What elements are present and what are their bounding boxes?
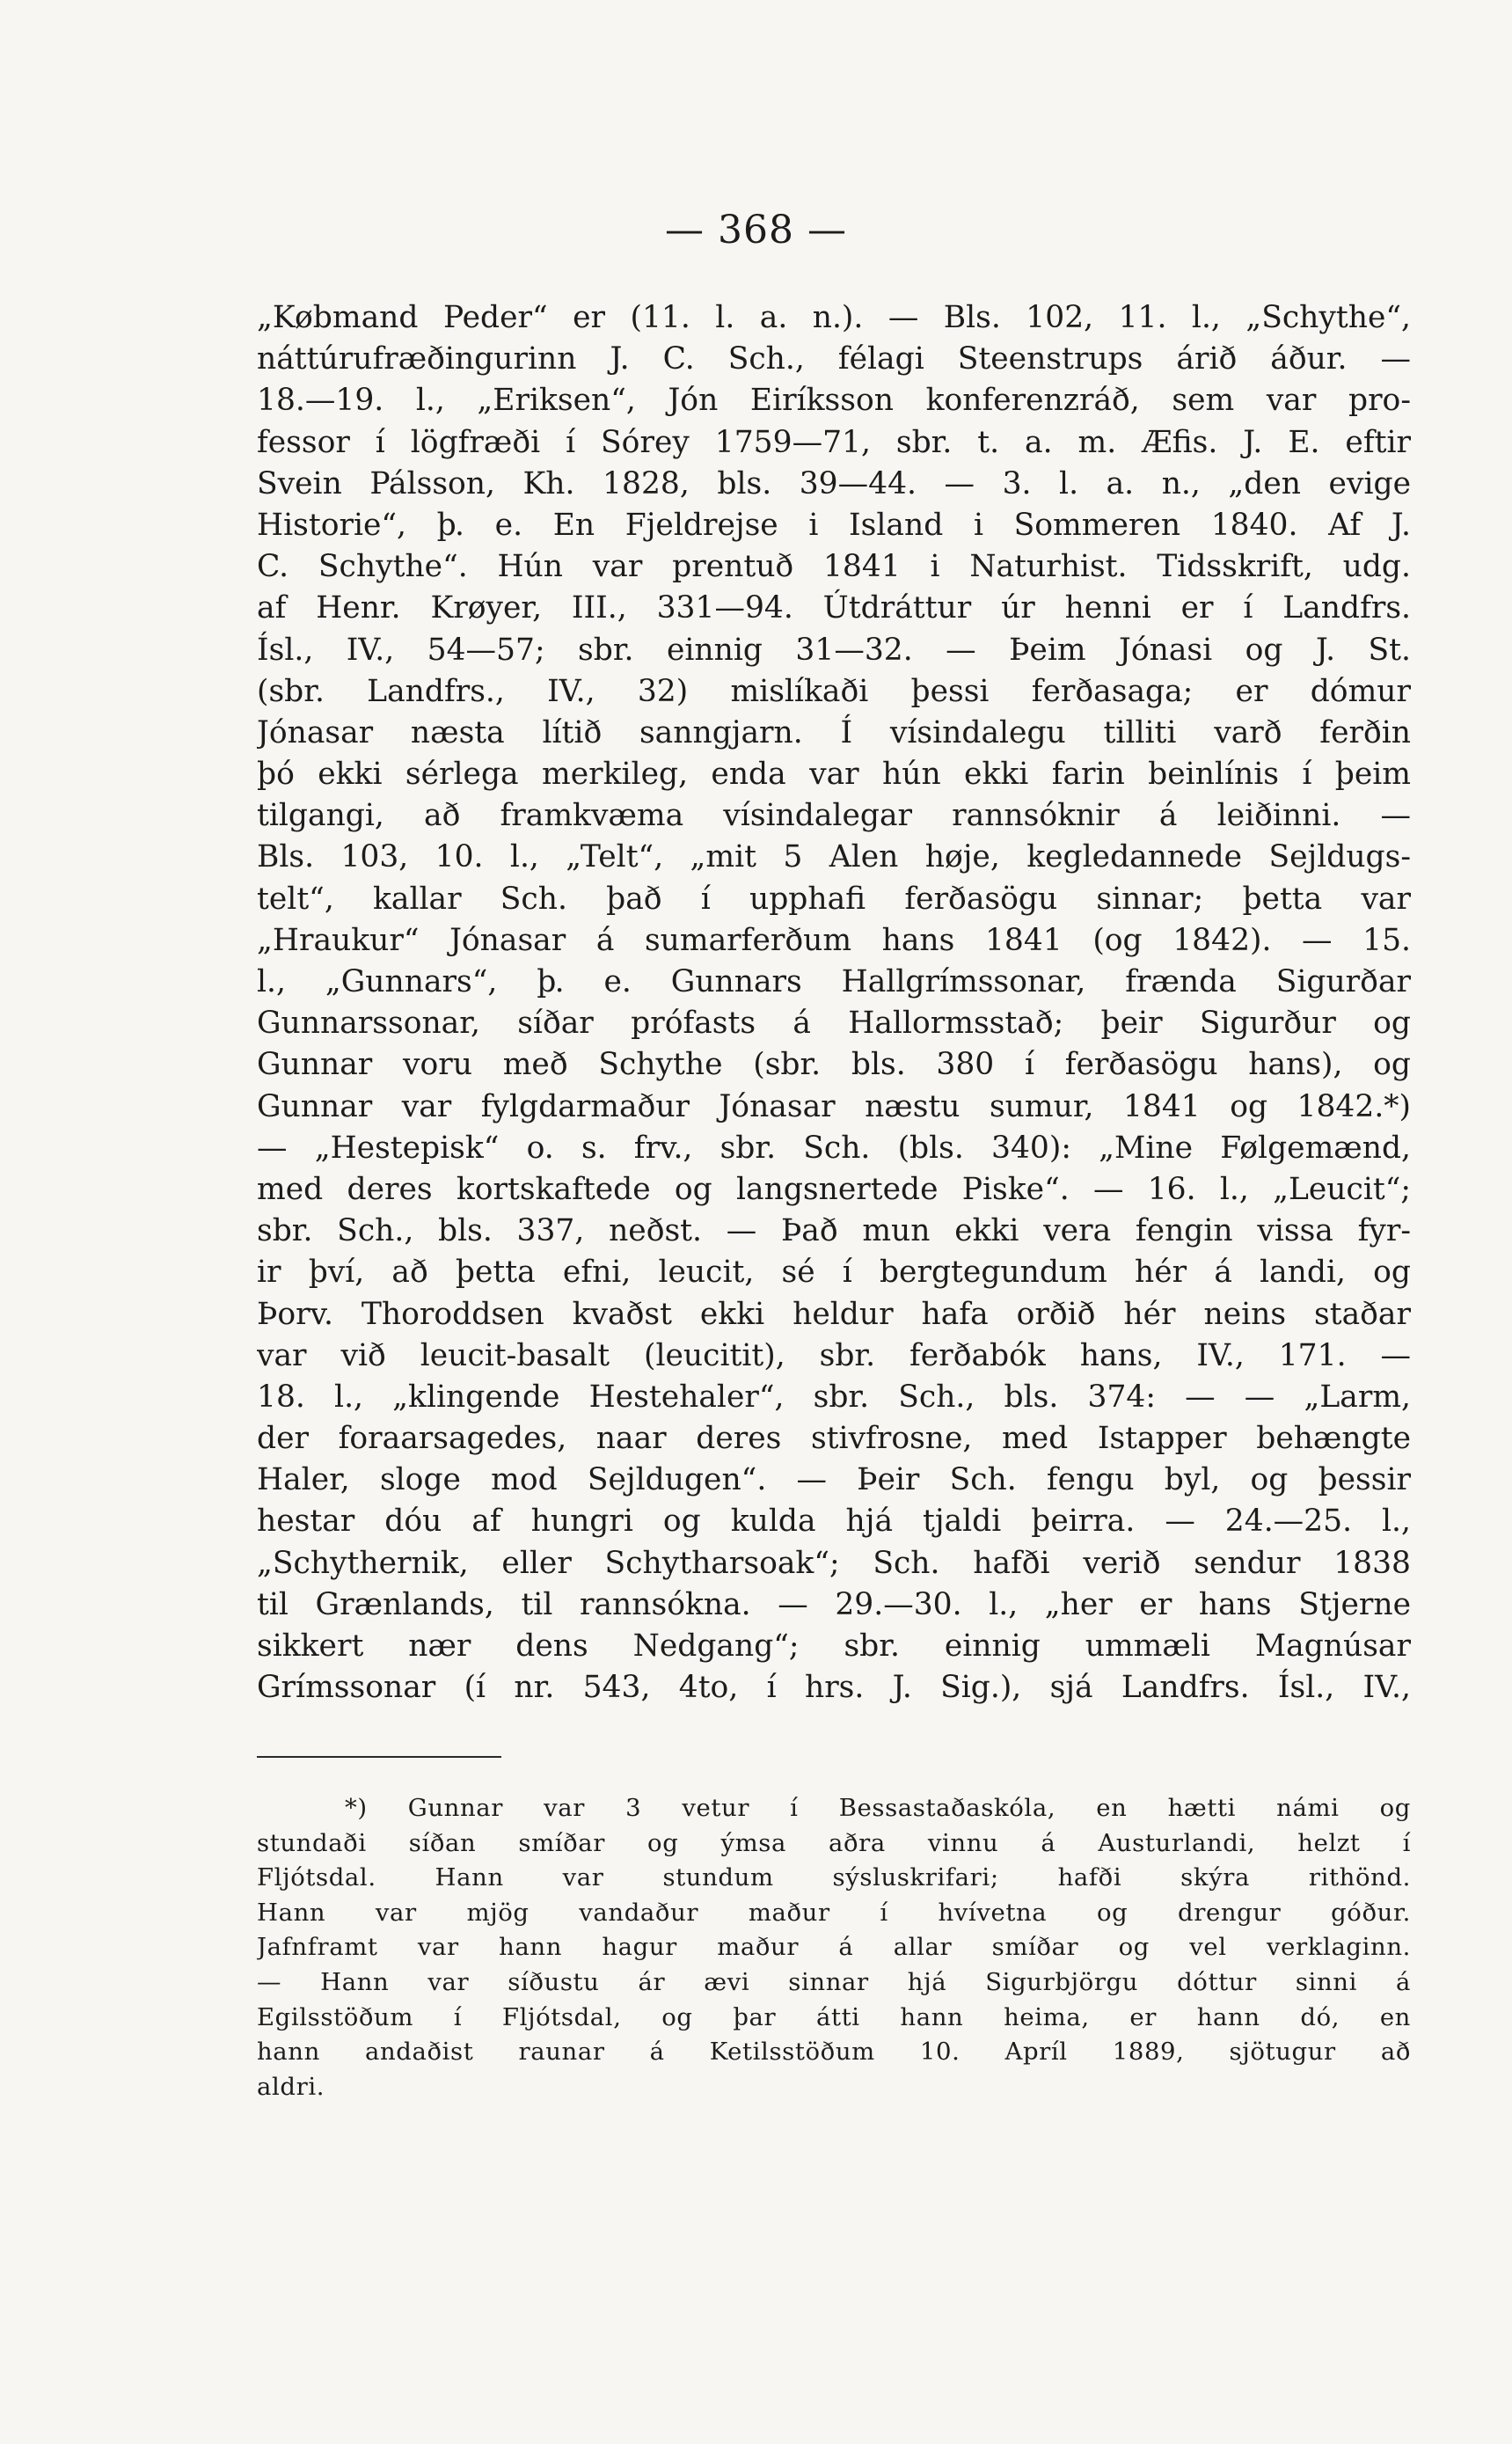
footnote-line: Jafnframt var hann hagur maður á allar smíðar og vel verklaginn. xyxy=(257,1933,1411,1962)
body-line: Þorv. Thoroddsen kvaðst ekki heldur hafa orðið hér neins staðar xyxy=(257,1296,1411,1332)
body-line: Ísl., IV., 54—57; sbr. einnig 31—32. — Þeim Jónasi og J. St. xyxy=(257,632,1411,668)
body-line: der foraarsagedes, naar deres stivfrosne, med Istapper behængte xyxy=(257,1421,1411,1457)
page-number: — 368 — xyxy=(665,208,847,252)
body-line: fessor í lögfræði í Sórey 1759—71, sbr. t. a. m. Æfis. J. E. eftir xyxy=(257,424,1411,460)
footnote xyxy=(257,1791,1411,2104)
body-line: ir því, að þetta efni, leucit, sé í bergtegundum hér á landi, og xyxy=(257,1255,1411,1291)
body-line: Gunnarssonar, síðar prófasts á Hallormsstað; þeir Sigurður og xyxy=(257,1006,1411,1042)
body-line: Gunnar var fylgdarmaður Jónasar næstu sumur, 1841 og 1842.*) xyxy=(257,1088,1411,1124)
footnote-line: Fljótsdal. Hann var stundum sýsluskrifari; hafði skýra rithönd. xyxy=(257,1863,1411,1892)
body-line: tilgangi, að framkvæma vísindalegar rannsóknir á leiðinni. — xyxy=(257,798,1411,834)
body-line: Grímssonar (í nr. 543, 4to, í hrs. J. Sig.), sjá Landfrs. Ísl., IV., xyxy=(257,1670,1411,1706)
body-line: Svein Pálsson, Kh. 1828, bls. 39—44. — 3. l. a. n., „den evige xyxy=(257,465,1411,501)
body-line: 18.—19. l., „Eriksen“, Jón Eiríksson konferenzráð, sem var pro- xyxy=(257,383,1411,419)
body-line: Jónasar næsta lítið sanngjarn. Í vísindalegu tilliti varð ferðin xyxy=(257,714,1411,750)
body-line: var við leucit-basalt (leucitit), sbr. ferðabók hans, IV., 171. — xyxy=(257,1337,1411,1373)
body-line: náttúrufræðingurinn J. C. Sch., félagi Steenstrups árið áður. — xyxy=(257,341,1411,377)
body-line: „Købmand Peder“ er (11. l. a. n.). — Bls. 102, 11. l., „Schythe“, xyxy=(257,300,1411,335)
footnote-line: stundaði síðan smíðar og ýmsa aðra vinnu á Austurlandi, helzt í xyxy=(257,1828,1411,1857)
body-line: Gunnar voru með Schythe (sbr. bls. 380 í ferðasögu hans), og xyxy=(257,1047,1411,1083)
body-line: sikkert nær dens Nedgang“; sbr. einnig ummæli Magnúsar xyxy=(257,1628,1411,1664)
footnote-line: *) Gunnar var 3 vetur í Bessastaðaskóla, en hætti námi og xyxy=(345,1794,1411,1822)
body-line: — „Hestepisk“ o. s. frv., sbr. Sch. (bls. 340): „Mine Følgemænd, xyxy=(257,1130,1411,1166)
body-line: sbr. Sch., bls. 337, neðst. — Það mun ekki vera fengin vissa fyr- xyxy=(257,1213,1411,1249)
body-line: Bls. 103, 10. l., „Telt“, „mit 5 Alen høje, kegledannede Sejldugs- xyxy=(257,839,1411,875)
body-line: til Grænlands, til rannsókna. — 29.—30. l., „her er hans Stjerne xyxy=(257,1586,1411,1622)
body-line: telt“, kallar Sch. það í upphafi ferðasögu sinnar; þetta var xyxy=(257,881,1411,917)
body-line: 18. l., „klingende Hestehaler“, sbr. Sch., bls. 374: — — „Larm, xyxy=(257,1379,1411,1415)
body-line: „Schythernik, eller Schytharsoak“; Sch. hafði verið sendur 1838 xyxy=(257,1545,1411,1581)
body-line: l., „Gunnars“, þ. e. Gunnars Hallgrímssonar, frænda Sigurðar xyxy=(257,964,1411,999)
body-line: Haler, sloge mod Sejldugen“. — Þeir Sch. fengu byl, og þessir xyxy=(257,1462,1411,1498)
body-line: af Henr. Krøyer, III., 331—94. Útdráttur úr henni er í Landfrs. xyxy=(257,590,1411,626)
body-line: (sbr. Landfrs., IV., 32) mislíkaði þessi ferðasaga; er dómur xyxy=(257,673,1411,709)
footnote-divider xyxy=(257,1756,501,1758)
body-line: hestar dóu af hungri og kulda hjá tjaldi þeirra. — 24.—25. l., xyxy=(257,1504,1411,1540)
footnote-line: aldri. xyxy=(257,2072,325,2101)
main-text xyxy=(257,297,1411,1709)
footnote-line: — Hann var síðustu ár ævi sinnar hjá Sigurbjörgu dóttur sinni á xyxy=(257,1967,1411,1996)
footnote-line: Hann var mjög vandaður maður í hvívetna og drengur góður. xyxy=(257,1898,1411,1927)
footnote-line: Egilsstöðum í Fljótsdal, og þar átti hann heima, er hann dó, en xyxy=(257,2002,1411,2031)
footnote-line: hann andaðist raunar á Ketilsstöðum 10. Apríl 1889, sjötugur að xyxy=(257,2038,1411,2067)
body-line: þó ekki sérlega merkileg, enda var hún ekki farin beinlínis í þeim xyxy=(257,757,1411,793)
body-line: Historie“, þ. e. En Fjeldrejse i Island i Sommeren 1840. Af J. xyxy=(257,507,1411,543)
body-line: med deres kortskaftede og langsnertede Piske“. — 16. l., „Leucit“; xyxy=(257,1171,1411,1207)
body-line: „Hraukur“ Jónasar á sumarferðum hans 1841 (og 1842). — 15. xyxy=(257,922,1411,958)
body-line: C. Schythe“. Hún var prentuð 1841 i Naturhist. Tidsskrift, udg. xyxy=(257,549,1411,585)
